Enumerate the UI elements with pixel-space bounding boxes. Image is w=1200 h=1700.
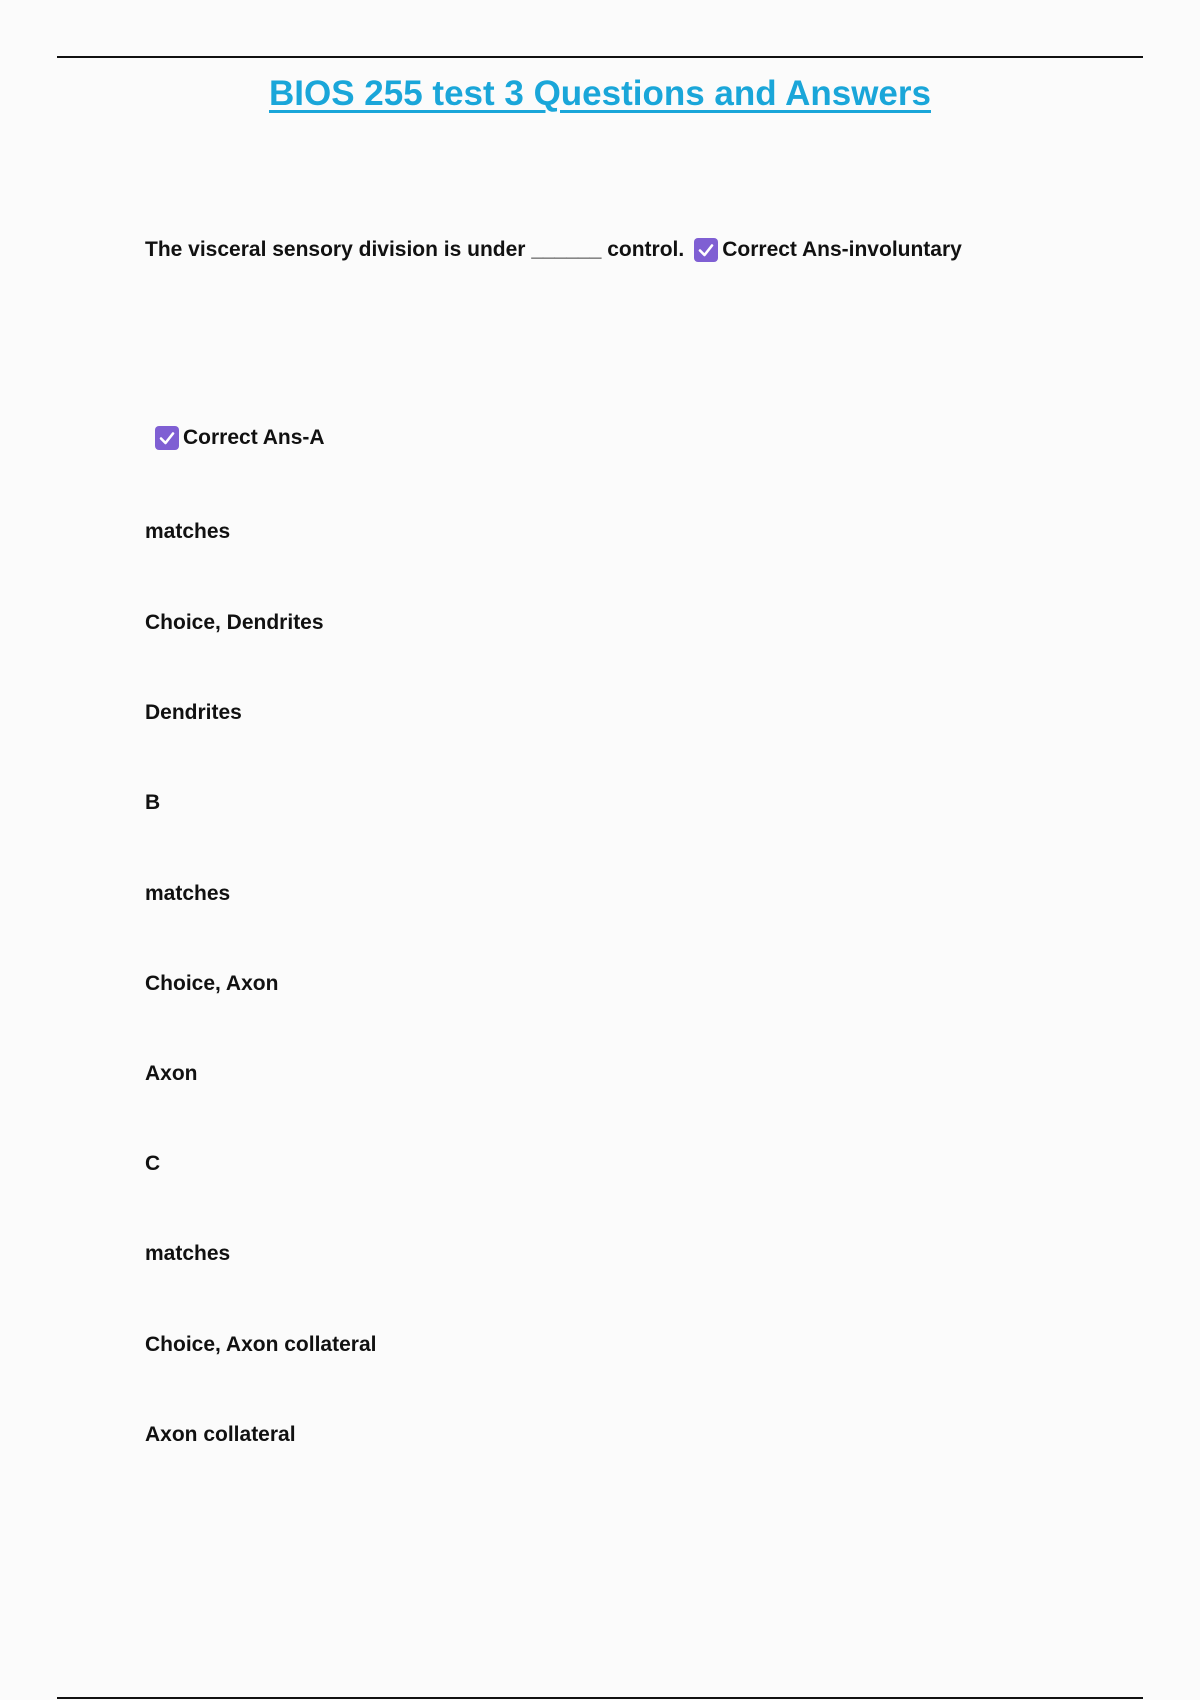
text-line: Axon collateral bbox=[145, 1423, 296, 1446]
bottom-divider bbox=[57, 1697, 1143, 1699]
text-line: matches bbox=[145, 520, 231, 543]
question-1-text: The visceral sensory division is under ______ control. bbox=[145, 238, 685, 261]
top-divider bbox=[57, 56, 1143, 58]
text-line: matches bbox=[145, 1242, 231, 1265]
text-line: matches bbox=[145, 882, 231, 905]
text-line: Choice, Dendrites bbox=[145, 611, 324, 634]
answer-2-text: Correct Ans-A bbox=[183, 426, 325, 449]
document-title bbox=[0, 74, 1200, 114]
question-1-answer: Correct Ans-involuntary bbox=[722, 238, 962, 261]
question-1 bbox=[145, 238, 962, 262]
checked-checkbox-icon bbox=[694, 238, 718, 262]
text-line: Dendrites bbox=[145, 701, 242, 724]
text-line: Axon bbox=[145, 1062, 198, 1085]
text-line: Choice, Axon bbox=[145, 972, 279, 995]
text-line: C bbox=[145, 1152, 161, 1175]
checked-checkbox-icon bbox=[155, 426, 179, 450]
text-line: B bbox=[145, 791, 161, 814]
answer-2 bbox=[145, 426, 325, 450]
text-line: Choice, Axon collateral bbox=[145, 1333, 377, 1356]
title-link[interactable]: BIOS 255 test 3 Questions and Answers bbox=[269, 74, 931, 113]
